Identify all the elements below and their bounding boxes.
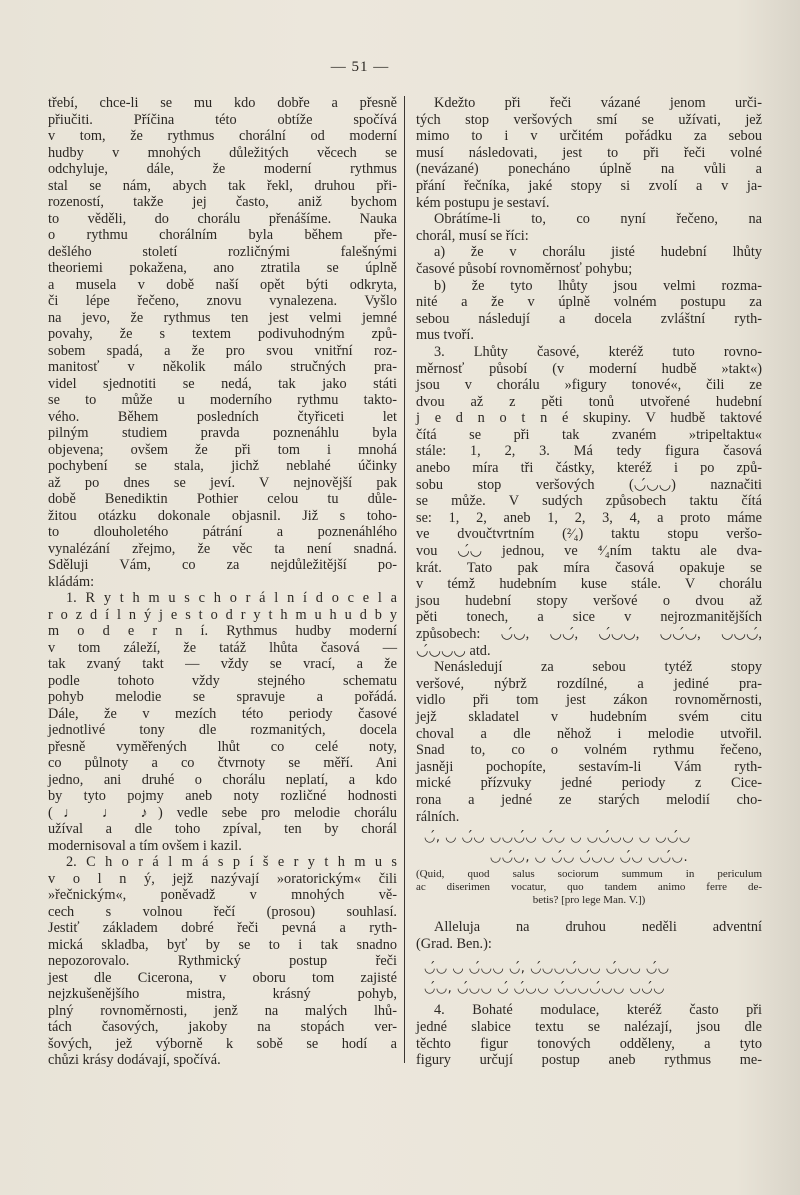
text-line: objevena; ovšem že při tom i mnohá xyxy=(48,441,397,458)
text-line: odchyluje, dále, že moderní rythmus xyxy=(48,161,397,177)
text-line: v tom záleží, že tatáž lhůta časová — xyxy=(48,639,397,656)
paragraph xyxy=(48,854,397,1069)
text-line: čítá se při tak zvaném »tripeltaktu« xyxy=(416,426,762,443)
text-line: jest dle Cicerona, v oboru tom zajisté xyxy=(48,969,397,986)
text-line: jednotlivé tony dle rozmanitých, docela xyxy=(48,722,397,738)
column-divider xyxy=(404,96,405,1063)
text-line: dvou až z pěti tonů utvořené hudební xyxy=(416,393,762,410)
text-line: modernisoval a tím ovšem i kazil. xyxy=(48,837,242,854)
citation xyxy=(416,868,762,907)
text-line: musí následovati, jest to při řeči volné xyxy=(416,144,762,161)
text-line: 4. Bohaté modulace, kteréž často při xyxy=(434,1002,762,1019)
text-line: šových, jež výborně k sobě se hodí a xyxy=(48,1035,397,1052)
text-line: ◡́◡, ◡́◡◡ ◡́ ◡́◡◡ ◡́◡◡◡́◡◡ ◡◡́◡ xyxy=(424,980,665,996)
text-line: v témž hudebním kuse stále. V chorálu xyxy=(416,576,762,593)
text-line: přesně vyměřených lhůt co celé noty, xyxy=(48,738,397,755)
accent-scheme xyxy=(416,828,762,867)
text-line: 1. R y t h m u s c h o r á l n í d o c e l a xyxy=(66,590,397,606)
text-line: nejzkušenějšího mistra, krásný pohyb, xyxy=(48,986,397,1002)
text-line: pohyb melodie se spravuje a pořádá. xyxy=(48,689,397,705)
text-line: žitou otázku dokonale objasnil. Již s toho- xyxy=(48,507,397,524)
text-line: mická skladba, byť by se to i tak snadno xyxy=(48,936,397,953)
text-line: (nevázané) ponecháno úplně na vůli a xyxy=(416,161,762,178)
text-line: mimo to i v určitém pořádku za sebou xyxy=(416,128,762,145)
paragraph xyxy=(48,590,397,854)
text-line: »řečnickým«, poněvadž v mnohých vě- xyxy=(48,887,397,903)
text-line: chůzi krásy dodávají, spočívá. xyxy=(48,1052,221,1068)
paragraph xyxy=(416,344,762,659)
text-line: podle tohoto vždy stejného schematu xyxy=(48,672,397,689)
text-line: to dlouholetého pátrání a poznenáhlého xyxy=(48,524,397,540)
text-line: krát. Tato pak míra časová opakuje se xyxy=(416,559,762,576)
text-line: jasněji pochopíte, sestavím-li Vám ryth- xyxy=(416,758,762,775)
text-line: Sděluji Vám, co za nejdůležitější po- xyxy=(48,557,397,573)
text-line: povahy, že s textem podivuhodným způ- xyxy=(48,326,397,342)
text-line: cech s volnou řečí (prosou) souhlasí. xyxy=(48,903,397,920)
text-line: způsobech: ◡́◡, ◡◡́, ◡́◡◡, ◡◡́◡, ◡◡◡́, xyxy=(416,626,762,642)
text-line: hudby v mnohých důležitých věcech se xyxy=(48,144,397,161)
text-line: manitosť v několik málo stručných pra- xyxy=(48,359,397,375)
text-line: veršové, nýbrž rozdílné, a jediné pra- xyxy=(416,675,762,692)
text-line: měrnosť působí (v moderní hudbě »takt«) xyxy=(416,360,762,377)
text-line: nité a že v úplně volném postupu za xyxy=(416,294,762,311)
text-line: až po dnes se jeví. V nejnovější pak xyxy=(48,474,397,491)
text-line: dešlého století rozličnými falešnými xyxy=(48,243,397,260)
text-line: jsou v chorálu »figury tonové«, čili ze xyxy=(416,377,762,394)
page-number: — 51 — xyxy=(330,59,390,75)
text-line: tak zvaný takt — vždy se vrací, a že xyxy=(48,656,397,672)
text-line: ◡́, ◡ ◡́◡ ◡◡◡́◡ ◡́◡ ◡ ◡◡́◡◡ ◡ ◡◡́◡ xyxy=(424,830,691,846)
text-line: sebou následují a docela zvláštní ryth- xyxy=(416,310,762,327)
text-line: vidlo při tom jest zákon rovnoměrnosti, xyxy=(416,692,762,709)
text-line: by tyto pojmy aneb noty rozličné hodnosti xyxy=(48,788,397,804)
text-line: r o z d í l n ý j e s t o d r y t h m u h u d b y xyxy=(48,606,397,623)
text-line: betis? [pro lege Man. V.]) xyxy=(532,894,646,907)
text-line: rálních. xyxy=(416,808,460,825)
text-line: Dále, že v mezích této periody časové xyxy=(48,705,397,722)
text-line: pochybení se stala, jichž neblahé účinky xyxy=(48,458,397,474)
text-line: době Benediktin Pothier celou tu důle- xyxy=(48,491,397,507)
text-line: vynalézání zřejmo, že věc ta není snadná. xyxy=(48,540,397,557)
text-line: ac diserimen vocatur, quo tandem animo ferre de- xyxy=(416,881,762,894)
text-line: co půlnoty a co čtvrnoty se měří. Ani xyxy=(48,755,397,771)
text-line: ◡◡́◡, ◡ ◡́◡ ◡́◡◡ ◡́◡ ◡◡́◡. xyxy=(489,849,689,865)
text-line: ◡́◡ ◡ ◡́◡◡ ◡́, ◡́◡◡◡́◡◡ ◡́◡◡ ◡́◡ xyxy=(424,961,670,977)
paragraph xyxy=(416,659,762,825)
paragraph xyxy=(48,95,397,590)
text-line: o rythmu chorálním byla během pře- xyxy=(48,227,397,243)
text-line: přiučiti. Příčina této obtíže spočívá xyxy=(48,111,397,128)
text-line: Alleluja na druhou neděli adventní xyxy=(434,919,762,936)
text-line: (Quid, quod salus sociorum summum in periculum xyxy=(416,868,762,881)
text-line: mus tvoří. xyxy=(416,327,474,344)
paragraph xyxy=(416,278,762,344)
text-line: v tom, že rythmus chorální od moderní xyxy=(48,128,397,144)
text-line: nepozorovalo. Rythmický postup řeči xyxy=(48,953,397,969)
text-line: se to může u moderního rythmu takto- xyxy=(48,392,397,408)
left-column xyxy=(48,95,397,1069)
text-line: přání řečníka, jaké stopy si zvolí a v ja- xyxy=(416,177,762,194)
text-line: těchto figur tonových odděleny, a tyto xyxy=(416,1035,762,1052)
paragraph xyxy=(416,244,762,277)
text-line: pilným studiem pravda poznenáhlu byla xyxy=(48,425,397,441)
text-line: Nenásledují za sebou tytéž stopy xyxy=(434,659,762,676)
text-line: vého. Během posledních čtyřiceti let xyxy=(48,408,397,425)
text-line: jejž skladatel v hudebním svém citu xyxy=(416,708,762,725)
text-line: videl sjednotiti se nedá, tak jako státi xyxy=(48,375,397,392)
paragraph xyxy=(416,211,762,244)
text-line: v o l n ý, jejž nazývají »oratorickým« čili xyxy=(48,870,397,887)
text-line: anebo míra tři částky, kteréž i po způ- xyxy=(416,460,762,477)
paragraph xyxy=(416,95,762,211)
text-line: stal se nám, abych tak řekl, druhou při- xyxy=(48,177,397,194)
text-line: či lépe řečeno, znovu vynalezena. Vyšlo xyxy=(48,293,397,309)
text-line: to věděli, do chorálu přenášíme. Nauka xyxy=(48,210,397,227)
text-line: vou ◡́◡ jednou, ve ⁴⁄₄ním taktu ale dva- xyxy=(416,543,762,560)
text-line: chorál, musí se říci: xyxy=(416,227,529,244)
text-line: Kdežto při řeči vázané jenom urči- xyxy=(434,95,762,111)
text-line: Jestiť základem dobré řeči pevná a ryth- xyxy=(48,920,397,936)
text-line: plný rovnoměrnosti, jenž na malých lhů- xyxy=(48,1002,397,1019)
text-line: figury určují postup aneb rythmus me- xyxy=(416,1052,762,1069)
text-line: na jevo, že rythmus ten jest velmi jemné xyxy=(48,309,397,326)
text-line: jedno, ani druhé o chorálu neplatí, a kdo xyxy=(48,771,397,788)
text-line: časové působí rovnoměrnosť pohybu; xyxy=(416,260,633,277)
right-column xyxy=(416,95,762,1069)
text-line: rona a jedné ze starých melodií cho- xyxy=(416,791,762,808)
text-line: tých stop veršových smí se užívati, jež xyxy=(416,111,762,128)
text-line: a musela v době naší opět býti odkryta, xyxy=(48,276,397,293)
text-line: kém postupu je sestaví. xyxy=(416,194,550,211)
text-line: ◡́◡◡◡ atd. xyxy=(416,642,491,659)
text-line: pěti tonech, a sice v nejrozmanitějších xyxy=(416,609,762,626)
text-line: (Grad. Ben.): xyxy=(416,935,492,952)
text-line: m o d e r n í. Rythmus hudby moderní xyxy=(48,623,397,639)
text-line: (♩ ♩ ♪) vedle sebe pro melodie chorálu xyxy=(48,804,397,821)
text-line: jsou hudební stopy veršové o dvou až xyxy=(416,592,762,609)
text-line: choval a dle něhož i melodie utvořil. xyxy=(416,725,762,742)
text-line: 3. Lhůty časové, kteréž tuto rovno- xyxy=(434,343,762,360)
text-line: se: 1, 2, aneb 1, 2, 3, 4, a proto máme xyxy=(416,509,762,526)
text-line: třebí, chce-li se mu kdo dobře a přesně xyxy=(48,95,397,111)
text-line: theoriemi pokažena, ano ztratila se úplně xyxy=(48,260,397,276)
text-line: j e d n o t n é skupiny. V hudbě taktové xyxy=(416,410,762,427)
text-line: stále: 1, 2, 3. Má tedy figura časová xyxy=(416,443,762,460)
text-line: b) že tyto lhůty jsou velmi rozma- xyxy=(434,277,762,294)
text-line: 2. C h o r á l m á s p í š e r y t h m u s xyxy=(66,854,397,870)
text-line: užíval a dle toho zpíval, ten by chorál xyxy=(48,821,397,837)
accent-scheme xyxy=(416,959,762,998)
text-line: rozeností, takže jej často, aniž bychom xyxy=(48,194,397,210)
text-line: sobem spadá, a že pro svou vnitřní roz- xyxy=(48,342,397,359)
text-line: a) že v chorálu jisté hudební lhůty xyxy=(434,244,762,261)
text-line: se může. V sudých způsobech taktu čítá xyxy=(416,493,762,510)
text-line: Snad to, co o volném rythmu řečeno, xyxy=(416,742,762,759)
text-line: jedné slabice textu se nalézají, jsou dle xyxy=(416,1018,762,1035)
text-line: tách časových, jakoby na stopách ver- xyxy=(48,1019,397,1035)
text-line: sobu stop veršových (◡́◡◡) naznačiti xyxy=(416,476,762,493)
paragraph xyxy=(416,919,762,952)
text-line: ve dvoučtvrtním (²⁄₄) taktu stopu veršo- xyxy=(416,526,762,543)
text-line: mické přízvuky jedné periody z Cice- xyxy=(416,775,762,792)
text-line: Obrátíme-li to, co nyní řečeno, na xyxy=(434,211,762,228)
text-line: kládám: xyxy=(48,573,95,590)
paragraph xyxy=(416,1002,762,1068)
